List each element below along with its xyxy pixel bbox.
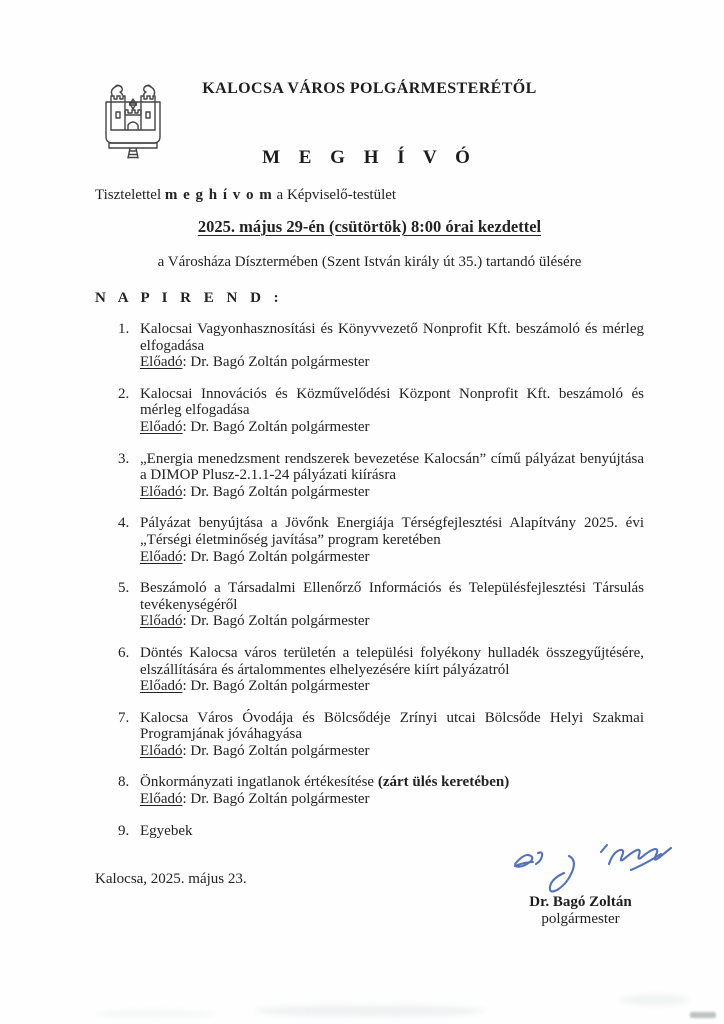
agenda-item-presenter bbox=[140, 678, 644, 695]
agenda-item-text: Kalocsai Innovációs és Közművelődési Központ Nonprofit Kft. beszámoló és mérleg elfogadása bbox=[140, 385, 644, 419]
agenda-item-title bbox=[140, 710, 644, 743]
agenda-item bbox=[95, 451, 644, 501]
agenda-item-number: 3. bbox=[118, 450, 130, 467]
presenter-rest: : Dr. Bagó Zoltán polgármester bbox=[182, 418, 370, 435]
salutation-emphasis: m e g h í v o m bbox=[164, 187, 273, 203]
presenter-label: Előadó bbox=[140, 548, 183, 565]
agenda-item-presenter bbox=[140, 791, 644, 808]
presenter-rest: : Dr. Bagó Zoltán polgármester bbox=[182, 548, 370, 565]
agenda-item-text: Egyebek bbox=[140, 822, 193, 839]
signatory-name: Dr. Bagó Zoltán bbox=[529, 894, 632, 910]
presenter-label: Előadó bbox=[140, 613, 183, 630]
agenda-item bbox=[95, 774, 644, 807]
scan-smudge bbox=[95, 1010, 215, 1018]
agenda-item-text: Önkormányzati ingatlanok értékesítése bbox=[140, 774, 378, 791]
scan-smudge bbox=[255, 1005, 485, 1017]
meeting-location: a Városháza Dísztermében (Szent István király út 35.) tartandó ülésére bbox=[157, 254, 582, 270]
presenter-rest: : Dr. Bagó Zoltán polgármester bbox=[182, 613, 370, 630]
agenda-item-title bbox=[140, 451, 644, 484]
agenda-list bbox=[95, 321, 644, 854]
scan-smudge bbox=[620, 995, 690, 1005]
agenda-item bbox=[95, 321, 644, 371]
agenda-item-title bbox=[140, 823, 644, 840]
presenter-label: Előadó bbox=[140, 354, 183, 371]
agenda-item-title bbox=[140, 645, 644, 678]
presenter-rest: : Dr. Bagó Zoltán polgármester bbox=[182, 742, 370, 759]
salutation-suffix: a Képviselő-testület bbox=[272, 187, 397, 203]
agenda-item-text: Beszámoló a Társadalmi Ellenőrző Információs és Településfejlesztési Társulás tevékenységéről bbox=[140, 580, 644, 613]
agenda-item-text: Kalocsai Vagyonhasznosítási és Könyvvezető Nonprofit Kft. beszámoló és mérleg elfogadása bbox=[140, 321, 644, 354]
presenter-label: Előadó bbox=[140, 791, 183, 808]
agenda-item-text-bold: (zárt ülés keretében) bbox=[377, 774, 510, 791]
agenda-item bbox=[95, 515, 644, 565]
presenter-label: Előadó bbox=[140, 678, 183, 695]
signature-block bbox=[468, 842, 693, 928]
agenda-item bbox=[95, 710, 644, 760]
closing-date-place: Kalocsa, 2025. május 23. bbox=[95, 871, 247, 887]
document-title: M E G H Í V Ó bbox=[262, 147, 477, 168]
agenda-item-title bbox=[140, 386, 644, 419]
presenter-label: Előadó bbox=[140, 742, 183, 759]
agenda-item-title bbox=[140, 321, 644, 354]
agenda-item-presenter bbox=[140, 743, 644, 760]
agenda-item-number: 8. bbox=[118, 774, 130, 791]
agenda-item-presenter bbox=[140, 354, 644, 371]
agenda-item-number: 9. bbox=[118, 822, 130, 839]
agenda-item-title bbox=[140, 515, 644, 548]
presenter-rest: : Dr. Bagó Zoltán polgármester bbox=[182, 791, 370, 808]
signatory-title: polgármester bbox=[541, 911, 620, 927]
salutation-line bbox=[95, 187, 396, 204]
scan-corner-mark bbox=[690, 1012, 716, 1018]
presenter-rest: : Dr. Bagó Zoltán polgármester bbox=[182, 678, 370, 695]
agenda-item-presenter bbox=[140, 419, 644, 436]
agenda-item-number: 1. bbox=[118, 321, 130, 337]
presenter-rest: : Dr. Bagó Zoltán polgármester bbox=[182, 483, 370, 500]
presenter-label: Előadó bbox=[140, 483, 183, 500]
agenda-item-number: 7. bbox=[118, 709, 130, 726]
agenda-item-presenter bbox=[140, 613, 644, 630]
agenda-item-text: Pályázat benyújtása a Jövőnk Energiája Térségfejlesztési Alapítvány 2025. évi „Térségi életminőség javítása” program keretében bbox=[140, 515, 644, 548]
agenda-item-text: „Energia menedzsment rendszerek bevezetése Kalocsán” című pályázat benyújtása a DIMOP Plusz-2.1.1-24 pályázati kiírásra bbox=[140, 450, 644, 484]
agenda-item bbox=[95, 823, 644, 840]
agenda-item-title bbox=[140, 774, 644, 791]
agenda-item bbox=[95, 580, 644, 630]
agenda-item bbox=[95, 645, 644, 695]
agenda-item-presenter bbox=[140, 549, 644, 566]
agenda-item-number: 5. bbox=[118, 580, 130, 597]
agenda-heading: N A P I R E N D : bbox=[95, 290, 284, 306]
agenda-item-presenter bbox=[140, 484, 644, 501]
agenda-item-text: Döntés Kalocsa város területén a települési folyékony hulladék összegyűjtésére, elszállítására és ártalommentes elhelyezésére kiírt pályázatról bbox=[140, 644, 644, 678]
agenda-item bbox=[95, 386, 644, 436]
agenda-item-number: 6. bbox=[118, 644, 130, 661]
meeting-datetime: 2025. május 29-én (csütörtök) 8:00 órai kezdettel bbox=[197, 217, 542, 236]
salutation-prefix: Tisztelettel bbox=[95, 187, 165, 203]
agenda-item-number: 4. bbox=[118, 515, 130, 532]
agenda-item-text: Kalocsa Város Óvodája és Bölcsődéje Zrínyi utcai Bölcsőde Helyi Szakmai Programjának jóváhagyása bbox=[140, 709, 644, 743]
office-title: KALOCSA VÁROS POLGÁRMESTERÉTŐL bbox=[202, 80, 537, 97]
presenter-rest: : Dr. Bagó Zoltán polgármester bbox=[182, 354, 370, 371]
presenter-label: Előadó bbox=[140, 418, 183, 435]
agenda-item-number: 2. bbox=[118, 385, 130, 402]
agenda-item-title bbox=[140, 580, 644, 613]
